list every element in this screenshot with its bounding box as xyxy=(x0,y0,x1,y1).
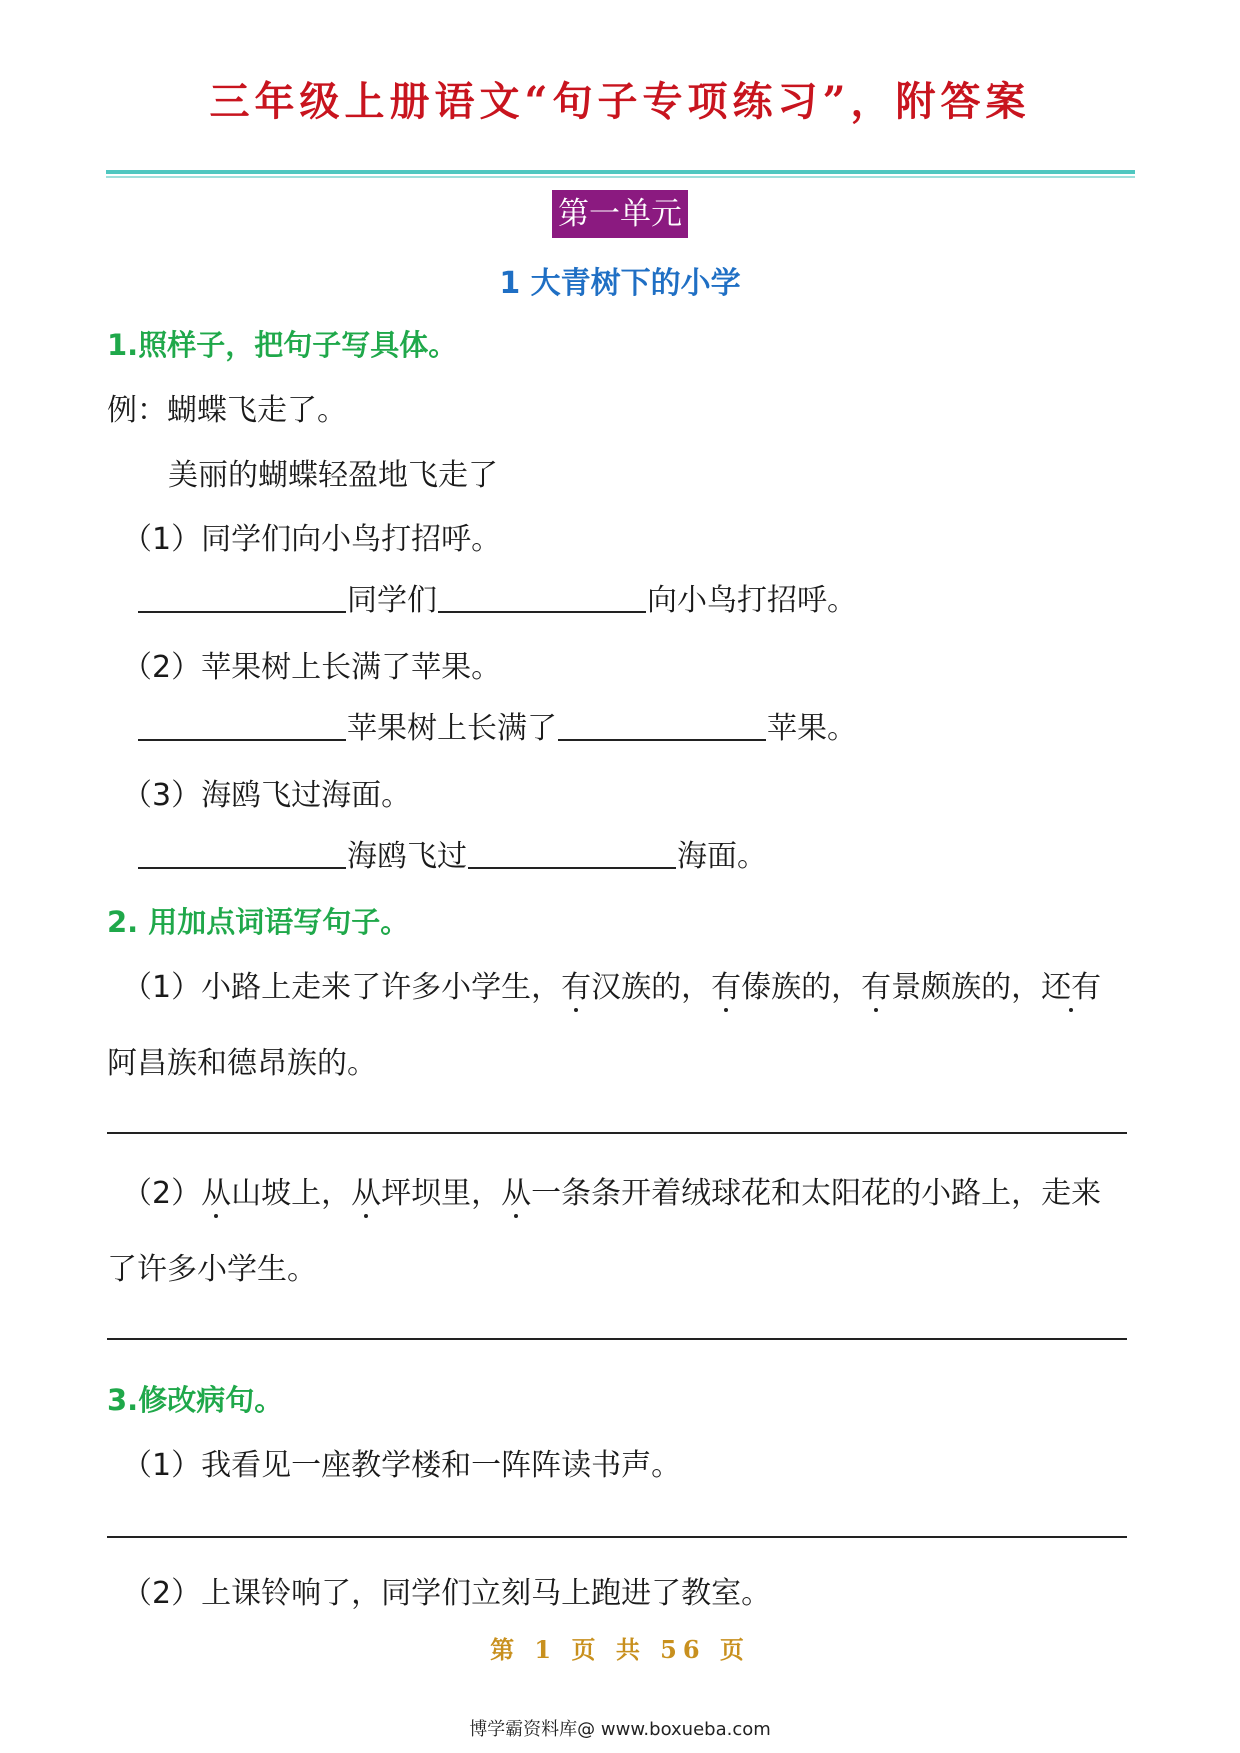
answer-line[interactable] xyxy=(107,1132,1127,1134)
title-divider xyxy=(106,170,1135,174)
example-answer: 美丽的蝴蝶轻盈地飞走了 xyxy=(168,458,498,493)
fill-text: 海鸥飞过 xyxy=(347,839,467,874)
dotted-word: 从 xyxy=(201,1168,231,1212)
dotted-word: 还有 xyxy=(1041,962,1101,1006)
s1-item-1-prompt: （1）同学们向小鸟打招呼。 xyxy=(122,522,502,557)
document-title: 三年级上册语文“句子专项练习”，附答案 xyxy=(209,78,1031,125)
s1-item-1-fill xyxy=(137,575,857,619)
s1-item-3-prompt: （3）海鸥飞过海面。 xyxy=(122,778,412,813)
fill-blank[interactable] xyxy=(558,709,766,741)
s2-item-2-continuation: 了许多小学生。 xyxy=(107,1252,317,1287)
section-1-heading: 1.照样子，把句子写具体。 xyxy=(107,328,458,362)
s3-item-2: （2）上课铃响了，同学们立刻马上跑进了教室。 xyxy=(122,1576,772,1611)
fill-text: 苹果。 xyxy=(767,711,857,746)
s1-item-3-fill xyxy=(137,831,767,875)
unit-heading-wrap xyxy=(0,190,1240,238)
lesson-title: 1 大青树下的小学 xyxy=(499,266,741,301)
dotted-word: 有 xyxy=(861,962,891,1006)
fill-blank[interactable] xyxy=(468,837,676,869)
section-2-heading: 2. 用加点词语写句子。 xyxy=(107,905,410,939)
fill-text: 海面。 xyxy=(677,839,767,874)
s1-item-2-fill xyxy=(137,703,857,747)
text-part: （2） xyxy=(122,1176,202,1211)
text-part: 景颇族的， xyxy=(891,970,1042,1005)
s2-item-1 xyxy=(122,962,1101,1006)
section-3-heading: 3.修改病句。 xyxy=(107,1383,284,1417)
text-part: 汉族的， xyxy=(591,970,712,1005)
example-sentence: 例：蝴蝶飞走了。 xyxy=(107,393,347,428)
fill-text: 向小鸟打招呼。 xyxy=(647,583,857,618)
unit-heading: 第一单元 xyxy=(552,190,688,238)
text-part: 山坡上， xyxy=(231,1176,352,1211)
answer-line[interactable] xyxy=(107,1536,1127,1538)
s2-item-1-continuation: 阿昌族和德昂族的。 xyxy=(107,1046,377,1081)
fill-text: 苹果树上长满了 xyxy=(347,711,557,746)
text-part: 坪坝里， xyxy=(381,1176,502,1211)
dotted-word: 有 xyxy=(561,962,591,1006)
text-part: 傣族的， xyxy=(741,970,862,1005)
text-part: （1）小路上走来了许多小学生， xyxy=(122,970,562,1005)
title-divider-thin xyxy=(106,176,1135,178)
dotted-word: 从 xyxy=(501,1168,531,1212)
fill-text: 同学们 xyxy=(347,583,437,618)
fill-blank[interactable] xyxy=(138,837,346,869)
dotted-word: 有 xyxy=(711,962,741,1006)
s2-item-2 xyxy=(122,1168,1101,1212)
s3-item-1: （1）我看见一座教学楼和一阵阵读书声。 xyxy=(122,1448,682,1483)
s1-item-2-prompt: （2）苹果树上长满了苹果。 xyxy=(122,650,502,685)
text-part: 一条条开着绒球花和太阳花的小路上，走来 xyxy=(531,1176,1102,1211)
source-credit: 博学霸资料库@ www.boxueba.com xyxy=(469,1719,771,1740)
fill-blank[interactable] xyxy=(138,709,346,741)
fill-blank[interactable] xyxy=(138,581,346,613)
fill-blank[interactable] xyxy=(438,581,646,613)
answer-line[interactable] xyxy=(107,1338,1127,1340)
dotted-word: 从 xyxy=(351,1168,381,1212)
page-number: 第 1 页 共 56 页 xyxy=(490,1635,750,1664)
